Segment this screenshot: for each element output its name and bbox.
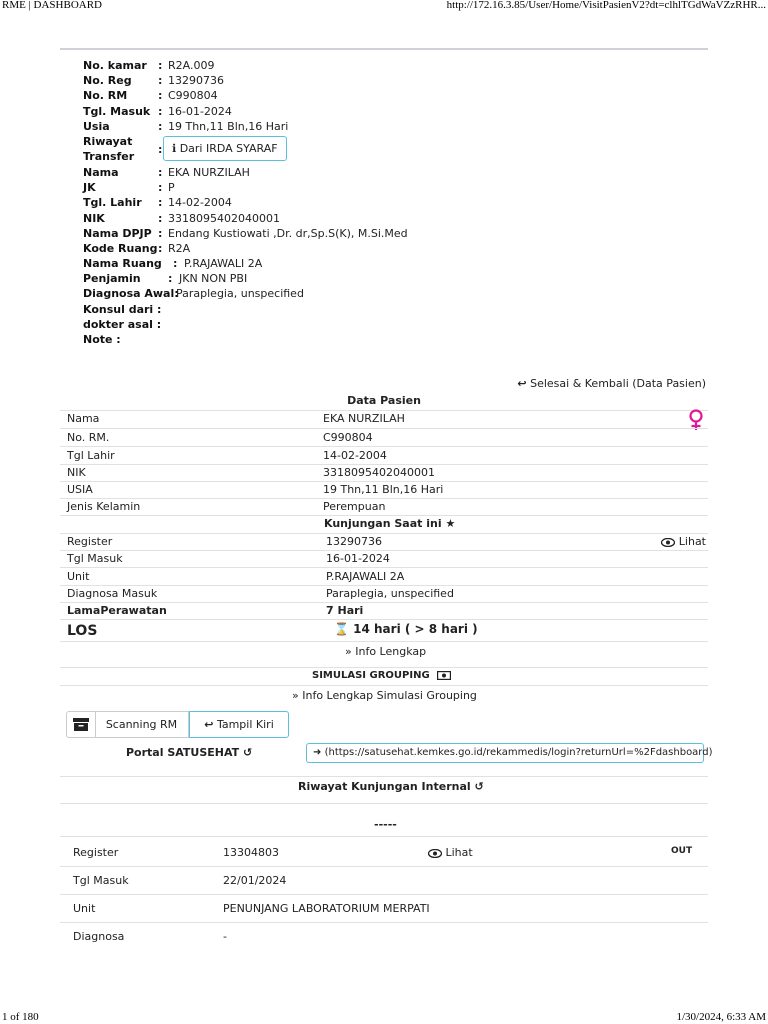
row-label: Unit [67,570,90,583]
double-chevron-icon: » [292,689,299,702]
info-label: Tgl. Masuk [83,104,151,118]
portal-url-text: (https://satusehat.kemkes.go.id/rekammedis/login?returnUrl=%2Fdashboard) [324,747,713,758]
row-label: Tgl Masuk [67,552,123,565]
hourglass-icon: ⌛ [334,622,349,636]
info-label: Nama DPJP [83,226,152,240]
riwayat-unit-value: PENUNJANG LABORATORIUM MERPATI [223,902,430,915]
info-label: No. kamar [83,59,147,72]
info-value: P.RAJAWALI 2A [184,257,263,271]
info-value: Endang Kustiowati ,Dr. dr,Sp.S(K), M.Si.Med [168,226,408,240]
double-chevron-icon: » [345,645,352,658]
info-label: Usia [83,119,110,133]
riwayat-unit-label: Unit [73,902,96,915]
row-value: 16-01-2024 [326,552,390,565]
info-label: dokter asal : [83,317,162,331]
scanning-rm-button[interactable] [95,711,189,738]
info-label: Nama [83,165,119,179]
back-link[interactable] [517,377,706,390]
riwayat-diag-label: Diagnosa [73,930,125,943]
eye-icon [661,538,675,547]
info-label: No. RM [83,89,128,103]
info-value: Paraplegia, unspecified [176,287,304,301]
info-label: Kode Ruang [83,241,158,255]
tampil-kiri-label: Tampil Kiri [216,718,274,731]
money-icon [437,671,451,680]
simulasi-link-label: Info Lengkap Simulasi Grouping [302,689,477,702]
info-label: Tgl. Lahir [83,196,142,210]
info-value: EKA NURZILAH [168,165,250,179]
los-label: LOS [67,623,98,639]
riwayat-tgl-label: Tgl Masuk [73,874,129,887]
info-value: R2A [168,241,191,255]
row-label: Nama [67,412,100,425]
info-value: 19 Thn,11 Bln,16 Hari [168,119,289,133]
print-footer-datetime: 1/30/2024, 6:33 AM [676,1011,766,1023]
info-lengkap-label: Info Lengkap [355,645,427,658]
info-label: No. Reg [83,74,132,88]
lihat-label: Lihat [678,535,706,548]
eye-icon [428,849,442,858]
info-value: P [168,181,175,195]
row-value: 7 Hari [326,604,364,617]
info-label: Riwayat [83,134,133,148]
back-link-label: Selesai & Kembali (Data Pasien) [530,377,706,390]
row-label: No. RM. [67,431,110,444]
scanning-rm-label: Scanning RM [105,718,178,731]
riwayat-register-label: Register [73,846,119,859]
print-header-title: RME | DASHBOARD [2,0,102,11]
transfer-button-label: Dari IRDA SYARAF [179,142,278,155]
simulasi-link[interactable] [292,689,477,702]
riwayat-lihat-link[interactable] [428,846,473,859]
row-value: 14-02-2004 [323,449,387,462]
riwayat-register-value: 13304803 [223,846,279,859]
row-label: USIA [67,483,93,496]
sign-in-icon: ➜ [313,747,322,758]
transfer-button[interactable] [163,136,287,161]
row-value: C990804 [323,431,373,444]
info-label: Konsul dari : [83,302,162,316]
row-value: P.RAJAWALI 2A [326,570,405,583]
los-value [334,622,478,636]
row-label: Jenis Kelamin [67,500,141,513]
row-value: Perempuan [323,500,386,513]
simulasi-title-text: SIMULASI GROUPING [312,670,430,681]
row-value: Paraplegia, unspecified [326,587,454,600]
riwayat-title-text: Riwayat Kunjungan Internal [298,780,471,793]
reply-arrow-icon: ↩ [204,718,214,731]
history-icon: ↺ [474,780,484,793]
row-label: LamaPerawatan [67,604,167,617]
tampil-kiri-button[interactable] [189,711,289,738]
top-divider [60,48,708,50]
riwayat-diag-value: - [223,930,227,943]
info-value: C990804 [168,89,218,103]
data-pasien-title: Data Pasien [347,394,421,407]
row-value: EKA NURZILAH [323,412,405,425]
kunjungan-title [324,517,455,530]
portal-label-text: Portal SATUSEHAT [126,746,240,759]
info-value: R2A.009 [168,59,215,72]
archive-button[interactable] [66,711,96,738]
info-icon: ℹ [172,142,177,155]
info-lengkap-link[interactable] [345,645,426,658]
print-footer-page: 1 of 180 [2,1011,39,1023]
portal-url-link[interactable] [306,743,713,763]
info-label: Diagnosa Awal: [83,287,179,301]
row-value: 19 Thn,11 Bln,16 Hari [323,483,444,496]
archive-icon [73,718,89,731]
portal-label [126,746,252,759]
los-value-text: 14 hari ( > 8 hari ) [353,622,478,636]
riwayat-separator: ----- [374,818,397,831]
reply-arrow-icon: ↩ [517,377,527,390]
info-value: 16-01-2024 [168,104,232,118]
info-label: Note : [83,333,121,346]
history-icon: ↺ [243,746,253,759]
lihat-link[interactable] [661,535,706,548]
riwayat-tgl-value: 22/01/2024 [223,874,287,887]
info-value: 3318095402040001 [168,211,280,225]
row-value: 3318095402040001 [323,466,435,479]
status-badge: OUT [671,846,693,856]
kunjungan-title-text: Kunjungan Saat ini [324,517,442,530]
row-label: NIK [67,466,86,479]
info-value: 14-02-2004 [168,196,232,210]
row-label: Diagnosa Masuk [67,587,158,600]
info-label: Nama Ruang [83,257,162,271]
row-label: Tgl Lahir [67,449,115,462]
row-value: 13290736 [326,535,382,548]
info-label: NIK [83,211,105,225]
info-value: JKN NON PBI [179,272,248,286]
star-icon: ★ [445,517,456,530]
simulasi-title [312,670,451,681]
row-label: Register [67,535,113,548]
info-label: JK [83,181,96,195]
riwayat-title [298,780,484,793]
lihat-label: Lihat [445,846,473,859]
info-label: Transfer [83,149,135,163]
info-value: 13290736 [168,74,224,88]
print-header-url: http://172.16.3.85/User/Home/VisitPasienV2?dt=clhlTGdWaVZzRHR... [446,0,766,11]
info-label: Penjamin [83,272,141,286]
